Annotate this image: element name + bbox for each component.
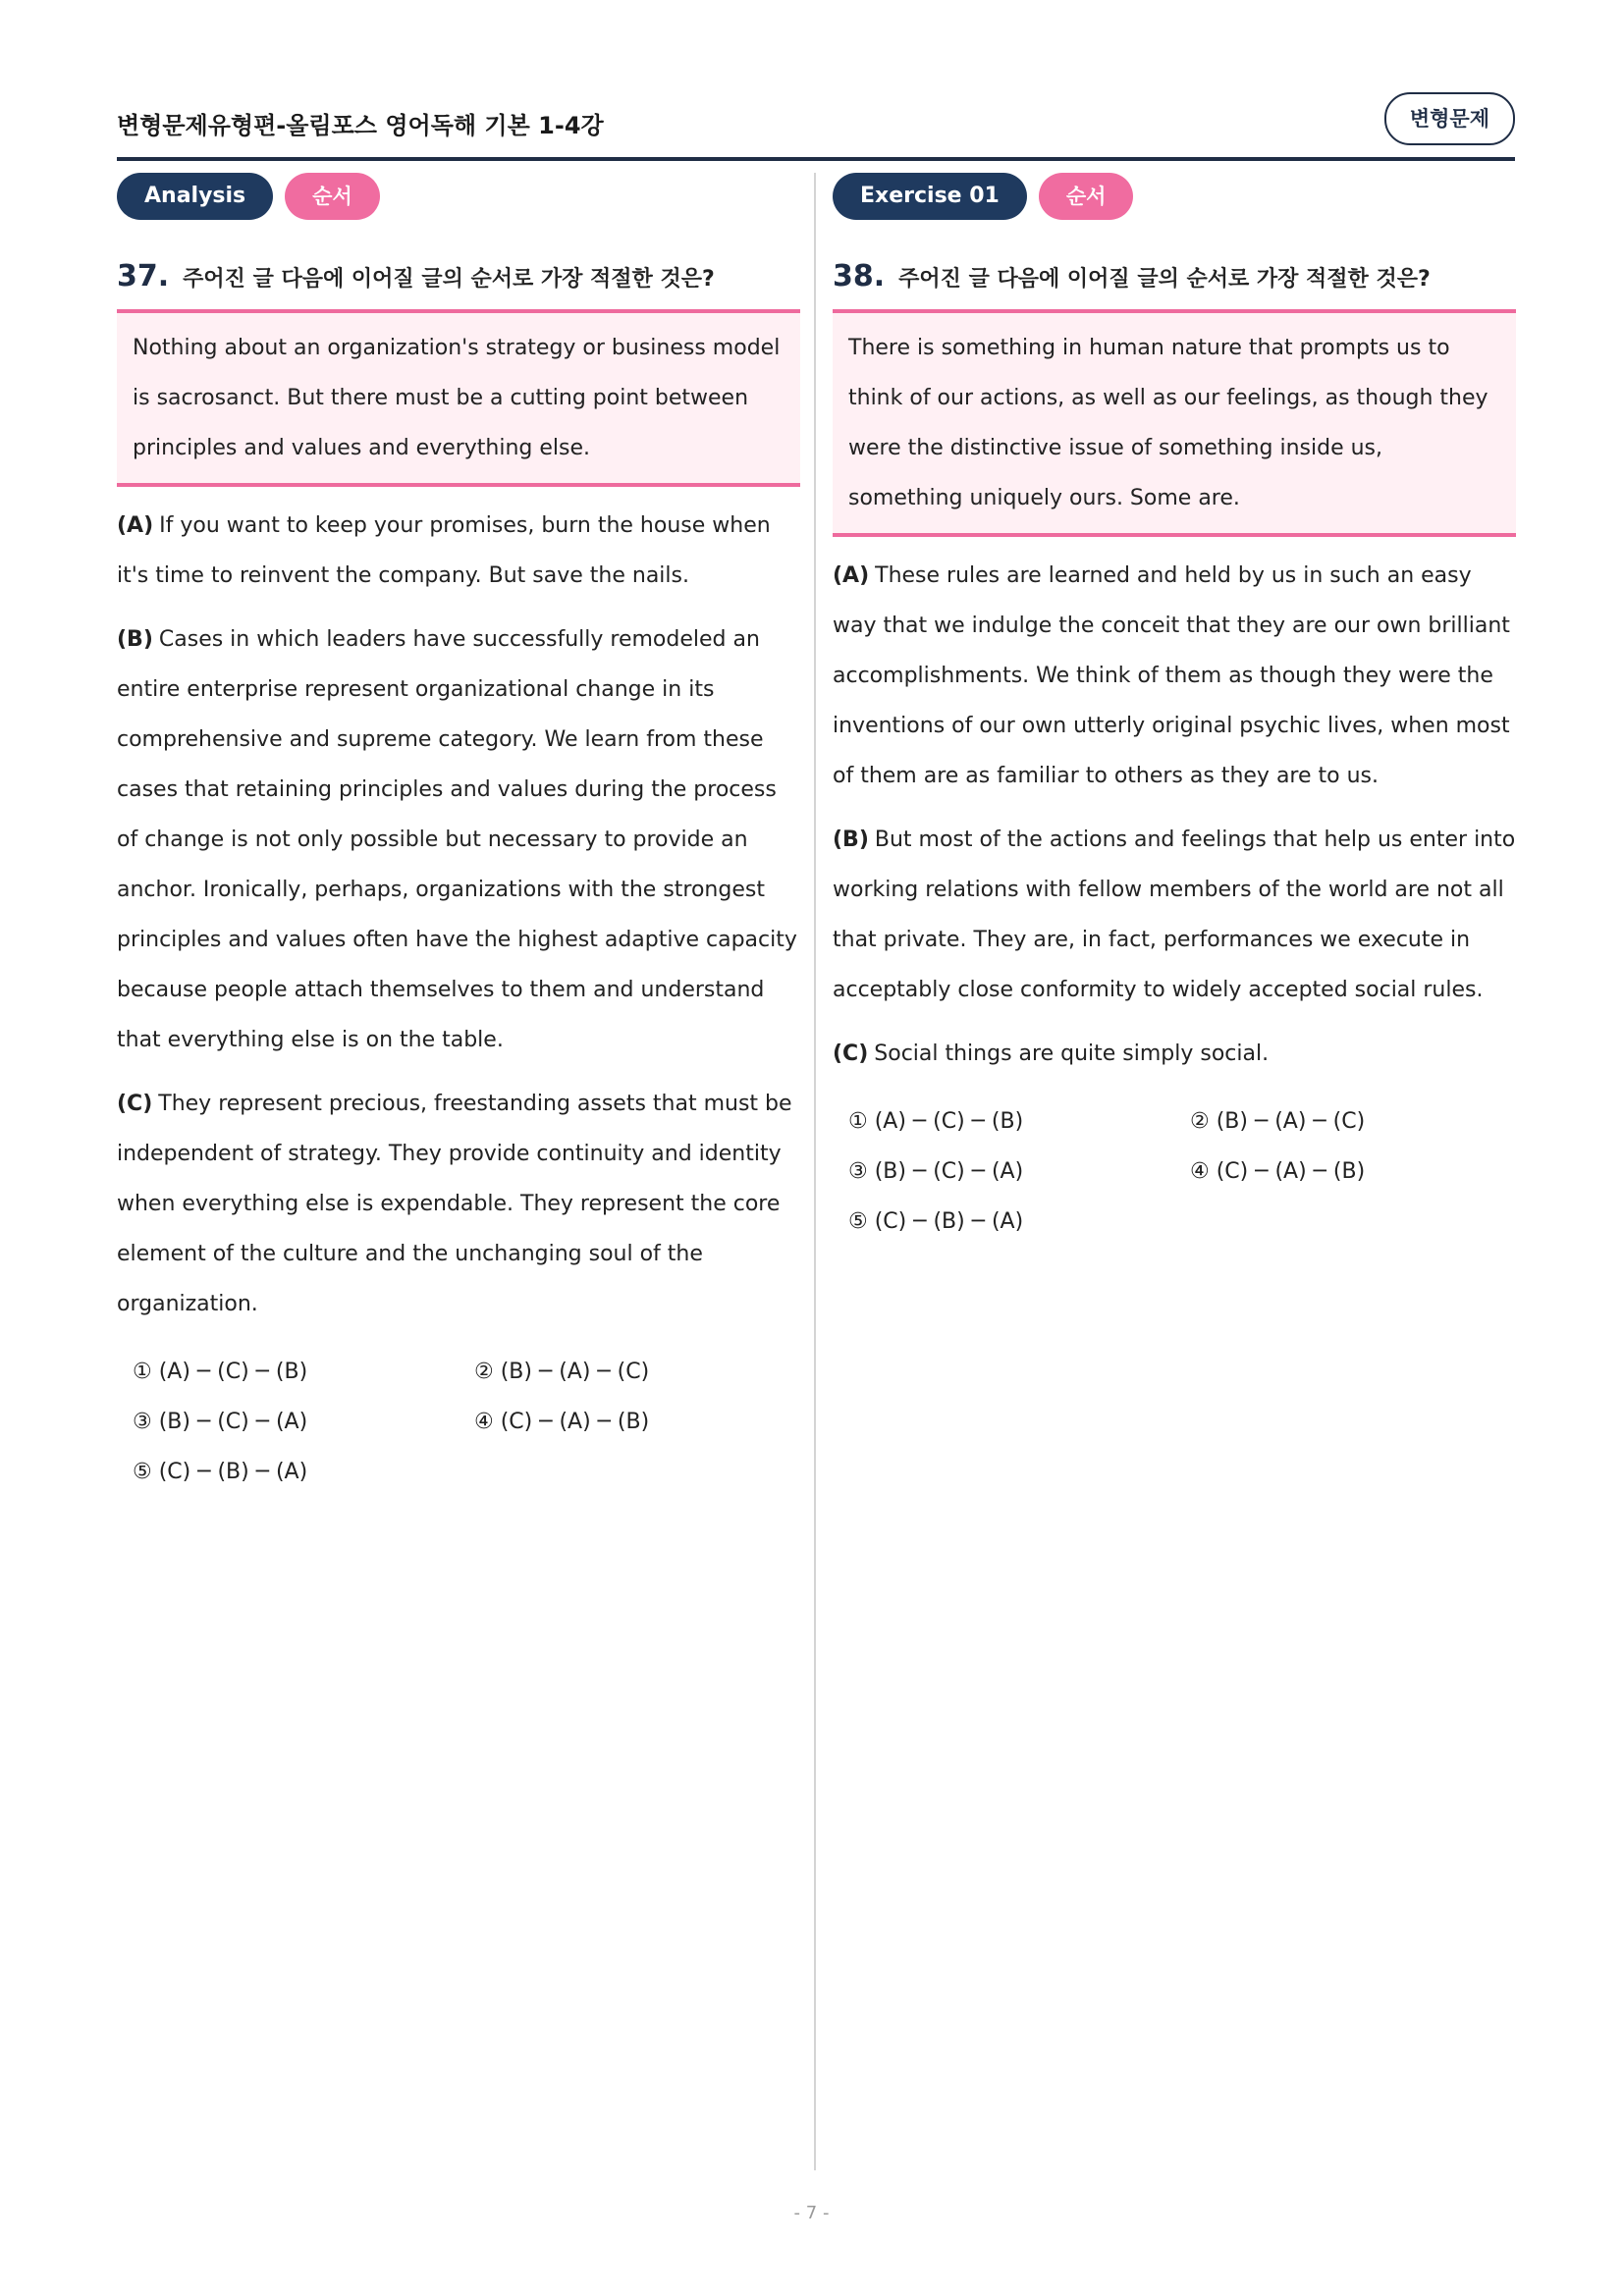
question-38-title bbox=[833, 259, 1516, 313]
question-number: 37. bbox=[117, 259, 170, 294]
paragraph-tag: (A) bbox=[117, 513, 154, 538]
question-38-labels bbox=[833, 173, 1516, 220]
paragraph-tag: (A) bbox=[833, 563, 870, 588]
page-number: - 7 - bbox=[793, 2203, 830, 2223]
answer-choice-4[interactable]: ④ (C) ─ (A) ─ (B) bbox=[1190, 1159, 1366, 1184]
answer-choice-3[interactable]: ③ (B) ─ (C) ─ (A) bbox=[848, 1159, 1024, 1184]
paragraph-text: If you want to keep your promises, burn the house when it's time to reinvent the company. But save the nails. bbox=[117, 513, 771, 588]
question-38-column bbox=[833, 173, 1516, 1247]
answer-choice-2[interactable]: ② (B) ─ (A) ─ (C) bbox=[474, 1360, 650, 1384]
exercise-pill: Exercise 01 bbox=[833, 173, 1027, 220]
column-divider bbox=[814, 173, 816, 2170]
paragraph-text: They represent precious, freestanding assets that must be independent of strategy. They provide continuity and identity when everything else is expendable. They represent the core element of the culture and the unchanging soul of the organization. bbox=[117, 1092, 792, 1316]
page-header bbox=[117, 92, 1515, 161]
paragraph-tag: (C) bbox=[833, 1041, 869, 1066]
answer-choice-1[interactable]: ① (A) ─ (C) ─ (B) bbox=[848, 1109, 1024, 1134]
document-type-badge: 변형문제 bbox=[1384, 92, 1515, 145]
paragraph-text: Cases in which leaders have successfully remodeled an entire enterprise represent organizational change in its comprehensive and supreme category. We learn from these cases that retaining principles and values during the process of change is not only possible but necessary to provide an anchor. Ironically, perhaps, organizations with the strongest principles and values often have the highest adaptive capacity because people attach themselves to them and understand that everything else is on the table. bbox=[117, 627, 797, 1052]
paragraph-tag: (C) bbox=[117, 1092, 153, 1116]
paragraph-b bbox=[117, 614, 800, 1065]
question-prompt: 주어진 글 다음에 이어질 글의 순서로 가장 적절한 것은? bbox=[898, 267, 1431, 292]
answer-choices bbox=[117, 1347, 800, 1497]
document-title: 변형문제유형편-올림포스 영어독해 기본 1-4강 bbox=[117, 112, 604, 139]
paragraph-tag: (B) bbox=[833, 828, 869, 852]
answer-choice-5[interactable]: ⑤ (C) ─ (B) ─ (A) bbox=[848, 1209, 1024, 1234]
question-37-labels bbox=[117, 173, 800, 220]
paragraph-c bbox=[117, 1079, 800, 1329]
paragraph-c bbox=[833, 1029, 1516, 1079]
order-type-pill: 순서 bbox=[1039, 173, 1134, 220]
paragraph-a bbox=[833, 551, 1516, 801]
order-type-pill: 순서 bbox=[285, 173, 380, 220]
paragraph-text: Social things are quite simply social. bbox=[874, 1041, 1270, 1066]
answer-choice-4[interactable]: ④ (C) ─ (A) ─ (B) bbox=[474, 1410, 650, 1434]
answer-choice-5[interactable]: ⑤ (C) ─ (B) ─ (A) bbox=[133, 1460, 308, 1484]
answer-choice-1[interactable]: ① (A) ─ (C) ─ (B) bbox=[133, 1360, 308, 1384]
paragraph-b bbox=[833, 815, 1516, 1015]
analysis-pill: Analysis bbox=[117, 173, 273, 220]
answer-choices bbox=[833, 1096, 1516, 1247]
question-prompt: 주어진 글 다음에 이어질 글의 순서로 가장 적절한 것은? bbox=[183, 267, 715, 292]
paragraph-text: These rules are learned and held by us in such an easy way that we indulge the conceit that they are our own brilliant accomplishments. We think of them as though they were the inventions of our own utterly original psychic lives, when most of them are as familiar to others as they are to us. bbox=[833, 563, 1510, 788]
question-37-title bbox=[117, 259, 800, 313]
question-number: 38. bbox=[833, 259, 886, 294]
answer-choice-3[interactable]: ③ (B) ─ (C) ─ (A) bbox=[133, 1410, 308, 1434]
paragraph-text: But most of the actions and feelings that help us enter into working relations with fellow members of the world are not all that private. They are, in fact, performances we execute in acceptably close conformity to widely accepted social rules. bbox=[833, 828, 1516, 1002]
given-passage: Nothing about an organization's strategy or business model is sacrosanct. But there must be a cutting point between principles and values and everything else. bbox=[117, 313, 800, 487]
given-passage: There is something in human nature that prompts us to think of our actions, as well as our feelings, as though they were the distinctive issue of something inside us, something uniquely ours. Some are. bbox=[833, 313, 1516, 537]
answer-choice-2[interactable]: ② (B) ─ (A) ─ (C) bbox=[1190, 1109, 1366, 1134]
paragraph-tag: (B) bbox=[117, 627, 153, 652]
question-37-column bbox=[117, 173, 800, 1497]
paragraph-a bbox=[117, 501, 800, 601]
